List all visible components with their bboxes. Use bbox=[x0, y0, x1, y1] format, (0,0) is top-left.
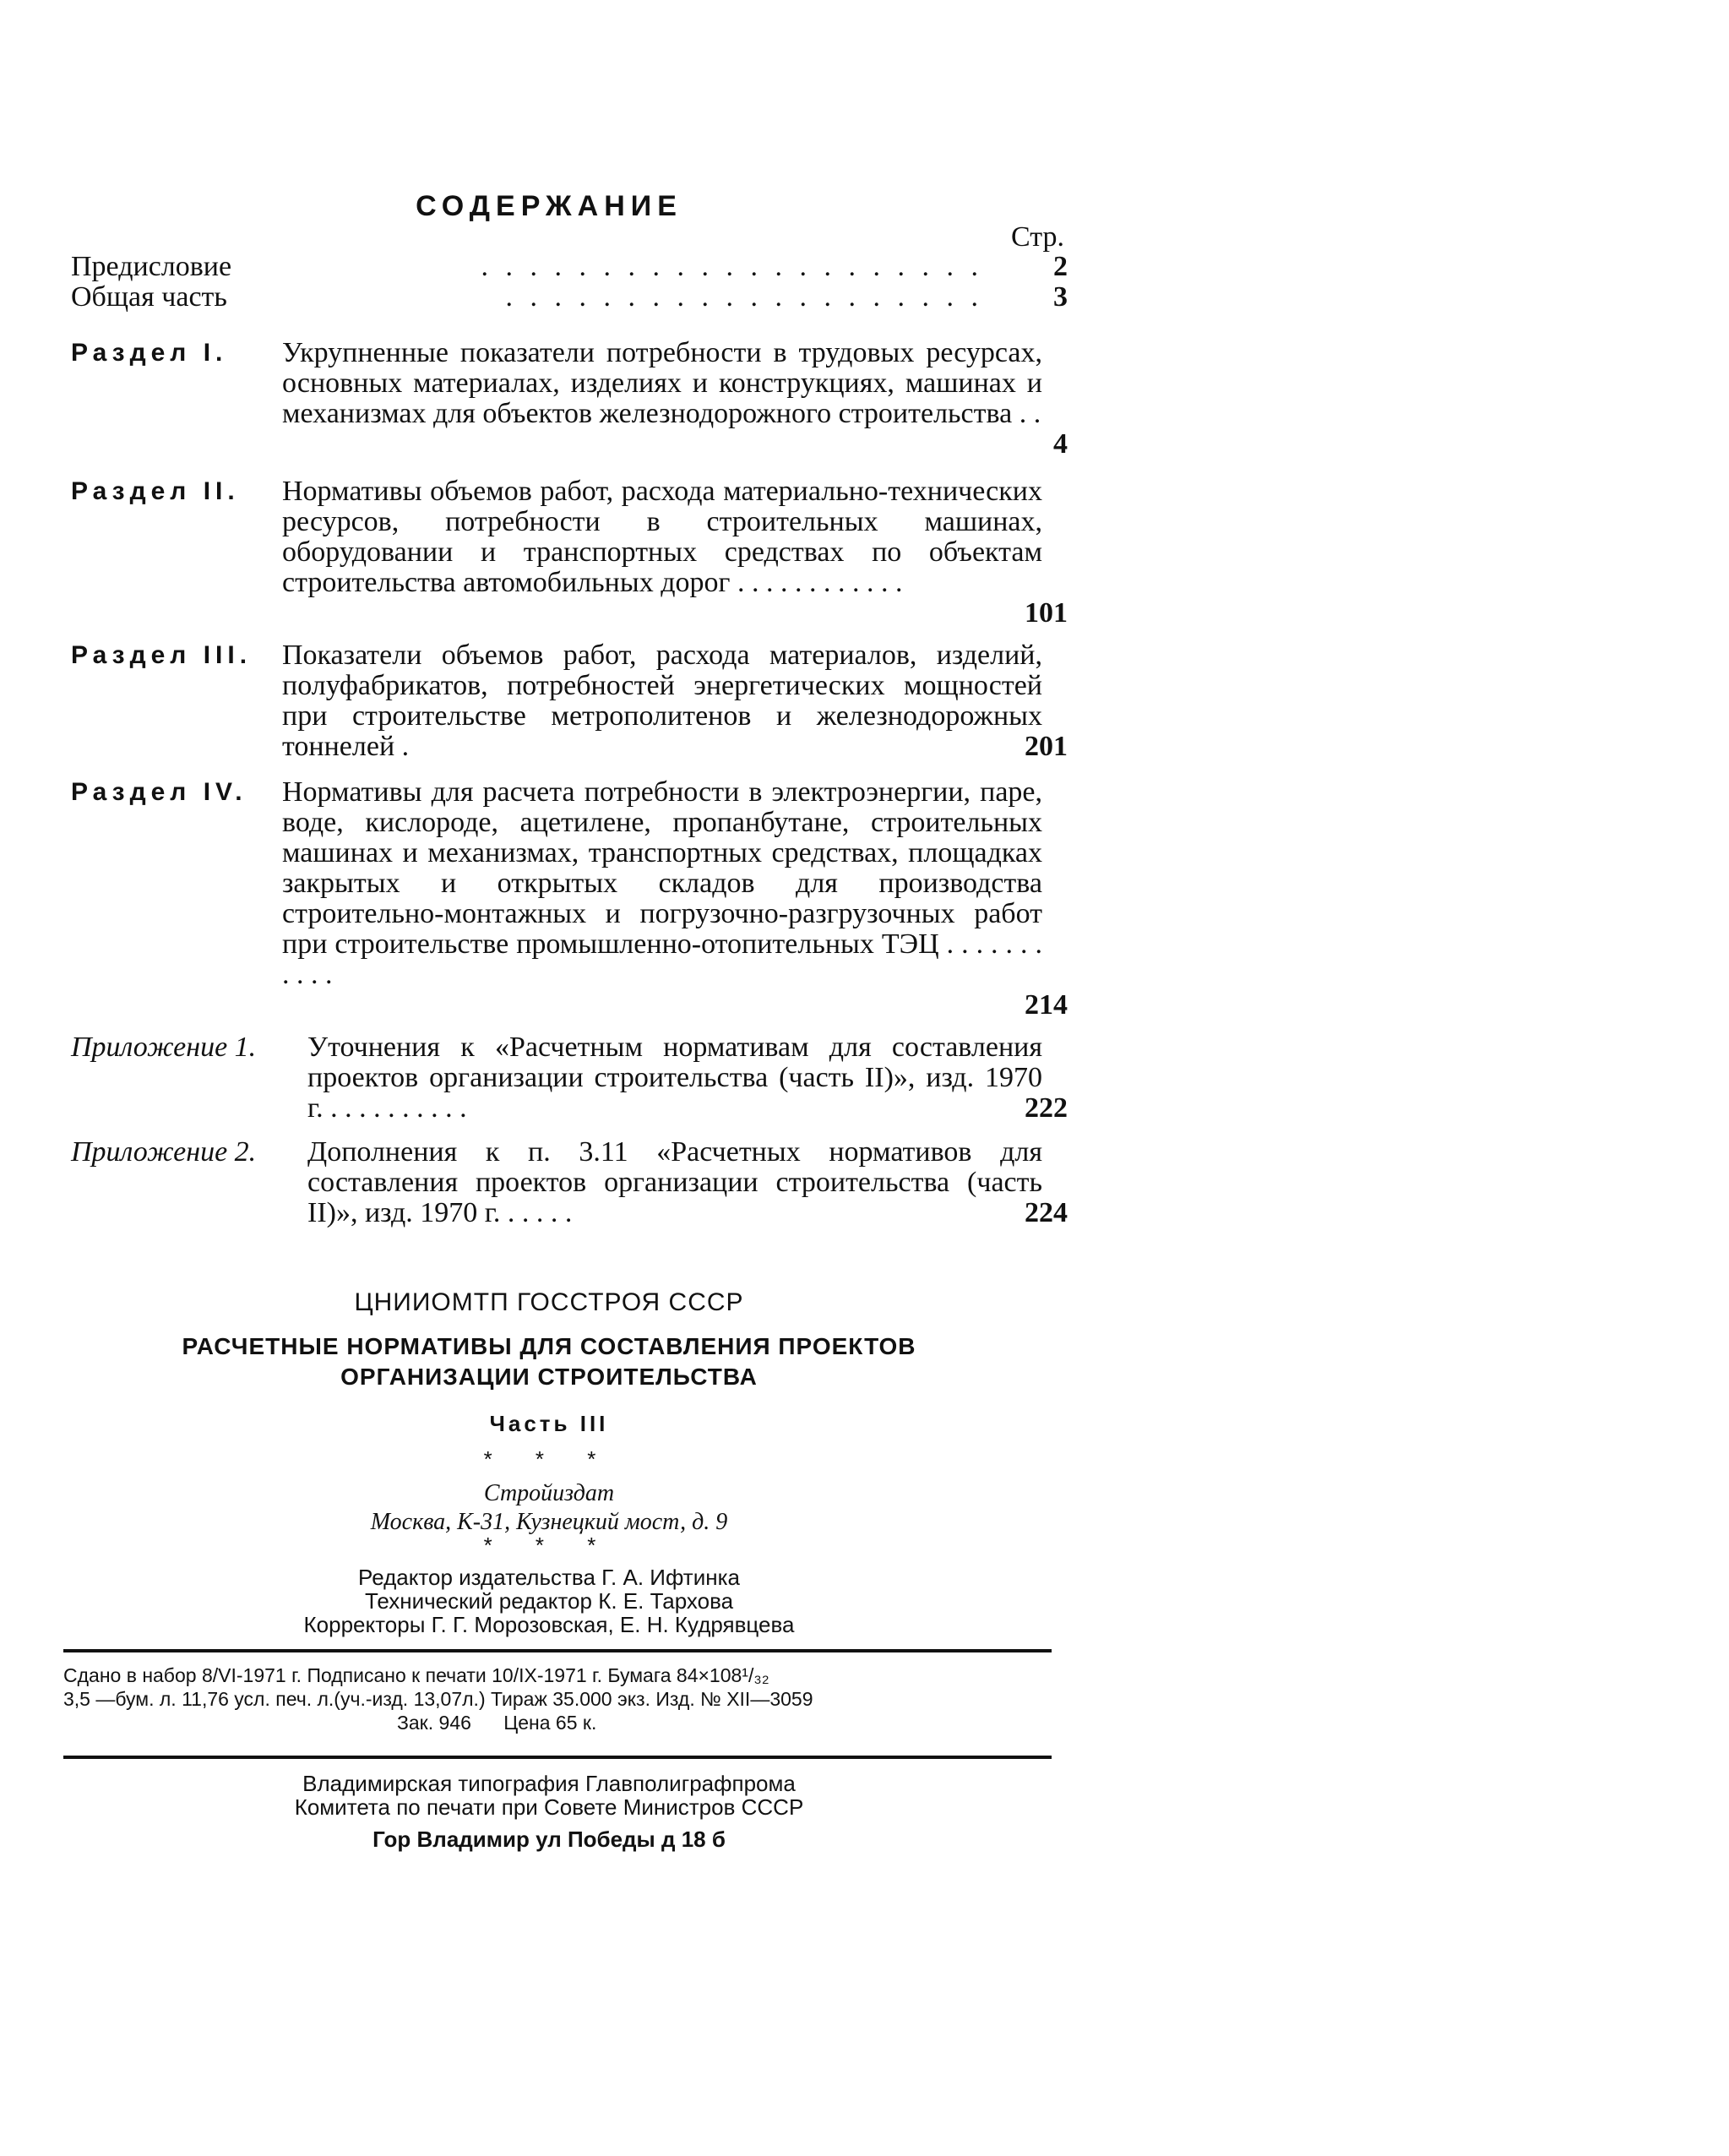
page-column-header: Стр. bbox=[1010, 221, 1064, 253]
imprint-part: Часть III bbox=[489, 1411, 609, 1436]
toc-appendix-2 bbox=[71, 1137, 1068, 1228]
section-description: Показатели объемов работ, расхода материалов, изделий, полуфабрикатов, потребностей энергетических мощностей при строительстве метрополитенов и железнодорожных тоннелей . bbox=[282, 640, 1042, 762]
print-details-line1: Сдано в набор 8/VI-1971 г. Подписано к печати 10/IX-1971 г. Бумага 84×108¹/₃₂ bbox=[63, 1664, 769, 1686]
section-page: 4 bbox=[1053, 428, 1068, 460]
section-label: Раздел III. bbox=[71, 641, 253, 669]
toc-title: СОДЕРЖАНИЕ bbox=[416, 190, 682, 222]
printer-committee: Комитета по печати при Совете Министров СССР bbox=[294, 1794, 804, 1820]
leader-dots: . . . . . . . . . . . . . . . . . . . . bbox=[505, 281, 983, 313]
divider bbox=[63, 1756, 1052, 1759]
section-label: Раздел I. bbox=[71, 339, 228, 367]
section-label: Раздел II. bbox=[71, 477, 240, 505]
appendix-description: Дополнения к п. 3.11 «Расчетных нормативов для составления проектов организации строительства (часть II)», изд. 1970 г. . . . . . bbox=[307, 1136, 1042, 1228]
toc-entry-preface bbox=[71, 252, 1068, 282]
imprint-address: Москва, К-31, Кузнецкий мост, д. 9 bbox=[370, 1509, 728, 1535]
imprint-organization: ЦНИИОМТП ГОССТРОЯ СССР bbox=[354, 1288, 744, 1316]
imprint-correctors: Корректоры Г. Г. Морозовская, Е. Н. Кудрявцева bbox=[303, 1612, 795, 1637]
appendix-description: Уточнения к «Расчетным нормативам для составления проектов организации строительства (часть II)», изд. 1970 г. . . . . . . . . . . bbox=[307, 1032, 1042, 1124]
appendix-page: 224 bbox=[1025, 1197, 1068, 1228]
imprint-title-line1: РАСЧЕТНЫЕ НОРМАТИВЫ ДЛЯ СОСТАВЛЕНИЯ ПРОЕКТОВ bbox=[182, 1333, 916, 1359]
imprint-tech-editor: Технический редактор К. Е. Тархова bbox=[364, 1588, 734, 1614]
imprint-publisher: Стройиздат bbox=[483, 1480, 615, 1506]
divider bbox=[63, 1649, 1052, 1652]
section-page: 101 bbox=[1025, 597, 1068, 629]
printer-address: Гор Владимир ул Победы д 18 б bbox=[372, 1827, 726, 1852]
section-description: Нормативы объемов работ, расхода материально-технических ресурсов, потребности в строительных машинах, оборудовании и транспортных средствах по объектам строительства автомобильных дорог . . . . . . . . . . . . bbox=[282, 476, 1042, 598]
appendix-label: Приложение 2. bbox=[71, 1136, 257, 1168]
print-order-price: Зак. 946 Цена 65 к. bbox=[397, 1712, 597, 1734]
ornament-stars: * * * bbox=[483, 1533, 615, 1558]
section-page: 214 bbox=[1025, 989, 1068, 1021]
toc-section-1 bbox=[71, 338, 1068, 460]
ornament-stars: * * * bbox=[483, 1446, 615, 1472]
section-label: Раздел IV. bbox=[71, 778, 247, 806]
leader-dots: . . . . . . . . . . . . . . . . . . . . . bbox=[481, 251, 983, 282]
printer-name: Владимирская типография Главполиграфпрома bbox=[302, 1771, 796, 1796]
toc-appendix-1 bbox=[71, 1032, 1068, 1124]
toc-section-4 bbox=[71, 777, 1068, 1021]
toc-section-3 bbox=[71, 640, 1068, 762]
appendix-page: 222 bbox=[1025, 1092, 1068, 1124]
toc-entry-page: 2 bbox=[1053, 251, 1068, 282]
section-description: Нормативы для расчета потребности в электроэнергии, паре, воде, кислороде, ацетилене, пропанбутане, строительных машинах и механизмах, транспортных средствах, площадках закрытых и открытых складов для производства строительно-монтажных и погрузочно-разгрузочных работ при строительстве промышленно-отопительных ТЭЦ . . . . . . . . . . . bbox=[282, 776, 1042, 990]
section-page: 201 bbox=[1025, 731, 1068, 762]
toc-entry-label: Общая часть bbox=[71, 281, 227, 313]
appendix-label: Приложение 1. bbox=[71, 1032, 257, 1063]
toc-entry-page: 3 bbox=[1053, 281, 1068, 313]
imprint-editor: Редактор издательства Г. А. Ифтинка bbox=[358, 1565, 740, 1590]
section-description: Укрупненные показатели потребности в трудовых ресурсах, основных материалах, изделиях и конструкциях, машинах и механизмах для объектов железнодорожного строительства . . bbox=[282, 337, 1042, 429]
print-details-line2: 3,5 —бум. л. 11,76 усл. печ. л.(уч.-изд. 13,07л.) Тираж 35.000 экз. Изд. № XII—3059 bbox=[63, 1688, 813, 1710]
toc-entry-general bbox=[71, 282, 1068, 313]
toc-section-2 bbox=[71, 476, 1068, 629]
toc-entry-label: Предисловие bbox=[71, 251, 232, 282]
imprint-title-line2: ОРГАНИЗАЦИИ СТРОИТЕЛЬСТВА bbox=[340, 1364, 758, 1390]
